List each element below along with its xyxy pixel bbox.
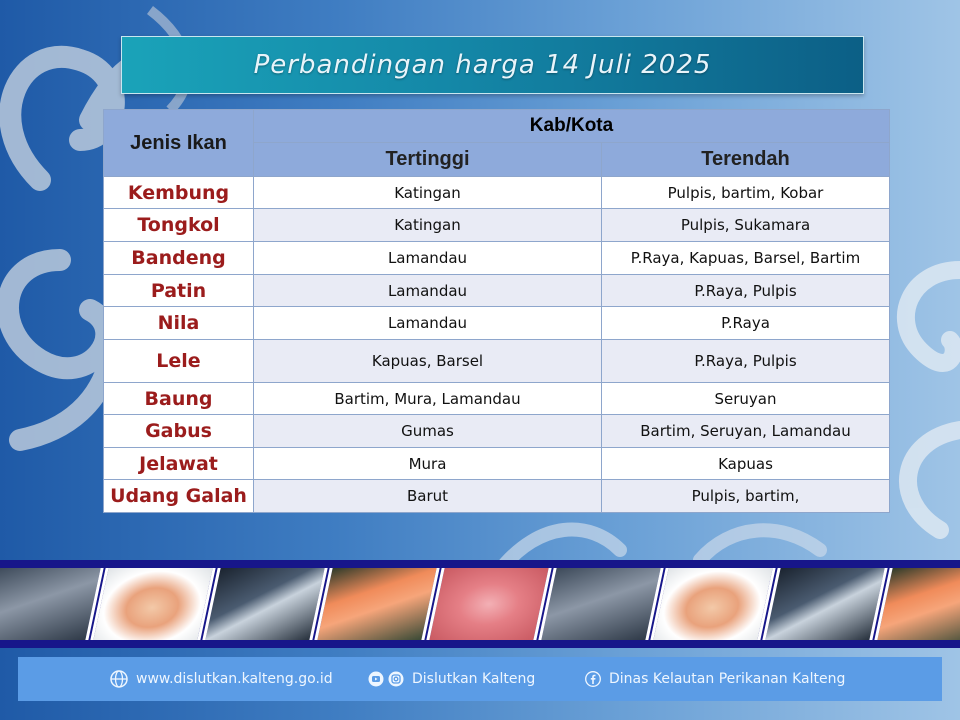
lowest-price-cell: Pulpis, bartim, Kobar xyxy=(602,177,890,209)
website-link[interactable] xyxy=(110,670,333,688)
globe-icon xyxy=(110,670,128,688)
highest-price-cell: Bartim, Mura, Lamandau xyxy=(254,383,602,415)
instagram-icon xyxy=(388,671,404,687)
fish-name-cell: Tongkol xyxy=(104,209,254,242)
fish-name-cell: Patin xyxy=(104,275,254,307)
table-row xyxy=(104,307,890,340)
fish-name-cell: Jelawat xyxy=(104,448,254,480)
highest-price-cell: Lamandau xyxy=(254,275,602,307)
lowest-price-cell: P.Raya xyxy=(602,307,890,340)
highest-price-cell: Lamandau xyxy=(254,242,602,275)
highest-price-cell: Katingan xyxy=(254,209,602,242)
lowest-price-cell: P.Raya, Kapuas, Barsel, Bartim xyxy=(602,242,890,275)
header-terendah: Terendah xyxy=(602,143,890,177)
highest-price-cell: Gumas xyxy=(254,415,602,448)
lowest-price-cell: P.Raya, Pulpis xyxy=(602,275,890,307)
highest-price-cell: Lamandau xyxy=(254,307,602,340)
table-row xyxy=(104,242,890,275)
website-text: www.dislutkan.kalteng.go.id xyxy=(136,671,333,687)
header-kab-kota: Kab/Kota xyxy=(254,110,890,143)
title-banner xyxy=(121,36,864,94)
fish-photo-image xyxy=(538,568,663,640)
fish-name-cell: Kembung xyxy=(104,177,254,209)
highest-price-cell: Barut xyxy=(254,480,602,513)
table-row xyxy=(104,177,890,209)
social-link[interactable] xyxy=(368,671,535,687)
fish-name-cell: Nila xyxy=(104,307,254,340)
seafood-photo-strip xyxy=(0,560,960,648)
page-title: Perbandingan harga 14 Juli 2025 xyxy=(253,50,712,80)
highest-price-cell: Kapuas, Barsel xyxy=(254,340,602,383)
shrimp-photo-image xyxy=(90,568,215,640)
table-row xyxy=(104,448,890,480)
fish-name-cell: Udang Galah xyxy=(104,480,254,513)
social-name-text: Dislutkan Kalteng xyxy=(412,671,536,687)
fish-name-cell: Baung xyxy=(104,383,254,415)
highest-price-cell: Katingan xyxy=(254,177,602,209)
price-comparison-table xyxy=(103,109,890,513)
header-tertinggi: Tertinggi xyxy=(254,143,602,177)
table-row xyxy=(104,340,890,383)
fish-photo-image xyxy=(0,568,104,640)
facebook-icon xyxy=(585,671,601,687)
salmon-photo-image xyxy=(874,568,960,640)
mackerel-photo-image xyxy=(202,568,327,640)
lowest-price-cell: Seruyan xyxy=(602,383,890,415)
lowest-price-cell: Kapuas xyxy=(602,448,890,480)
lowest-price-cell: Pulpis, Sukamara xyxy=(602,209,890,242)
facebook-link[interactable] xyxy=(585,671,845,687)
right-ornament-decoration xyxy=(880,230,960,560)
fish-name-cell: Lele xyxy=(104,340,254,383)
table-row xyxy=(104,209,890,242)
footer-bar xyxy=(18,657,942,701)
table-row xyxy=(104,480,890,513)
highest-price-cell: Mura xyxy=(254,448,602,480)
table-row xyxy=(104,383,890,415)
red-fish-photo-image xyxy=(426,568,551,640)
mackerel-photo-image xyxy=(762,568,887,640)
facebook-name-text: Dinas Kelautan Perikanan Kalteng xyxy=(609,671,846,687)
fish-name-cell: Bandeng xyxy=(104,242,254,275)
header-jenis-ikan: Jenis Ikan xyxy=(104,110,254,177)
youtube-icon xyxy=(368,671,384,687)
lowest-price-cell: Pulpis, bartim, xyxy=(602,480,890,513)
table-row xyxy=(104,415,890,448)
salmon-photo-image xyxy=(314,568,439,640)
fish-name-cell: Gabus xyxy=(104,415,254,448)
lowest-price-cell: P.Raya, Pulpis xyxy=(602,340,890,383)
lowest-price-cell: Bartim, Seruyan, Lamandau xyxy=(602,415,890,448)
table-row xyxy=(104,275,890,307)
shrimp-photo-image xyxy=(650,568,775,640)
